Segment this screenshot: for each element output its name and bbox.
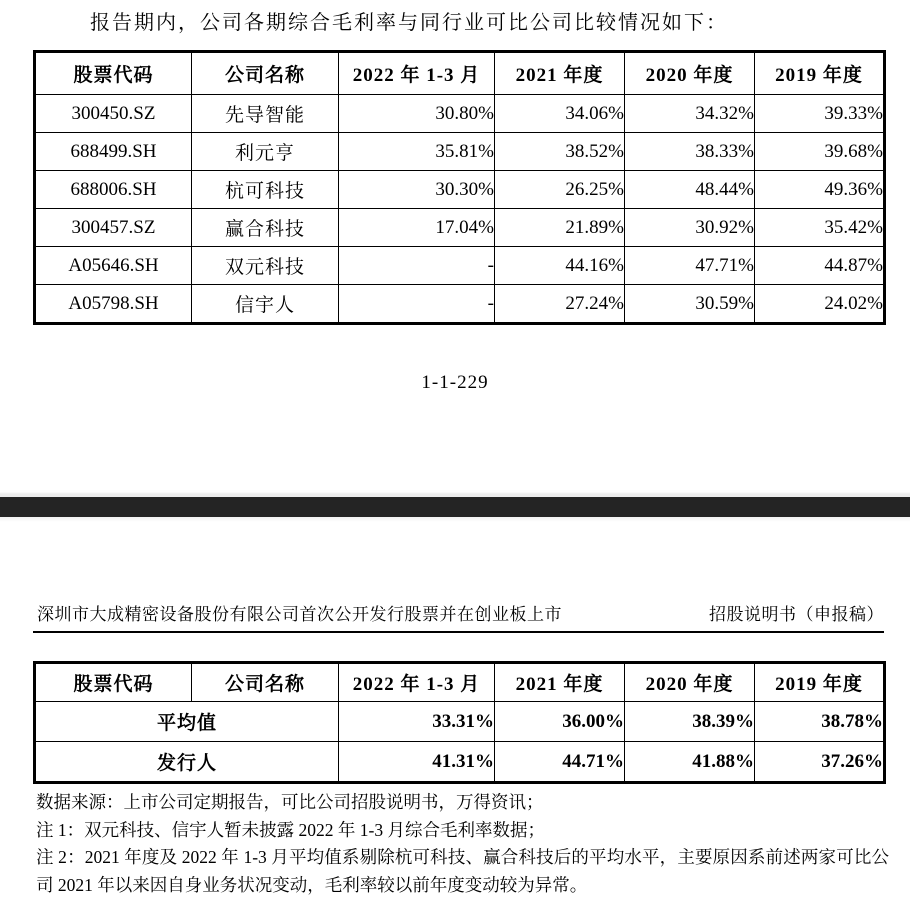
value-2021-cell: 44.71% <box>495 742 625 783</box>
table-footnotes <box>36 789 889 899</box>
page-separator-bar <box>0 492 910 522</box>
stock-code-cell: 688006.SH <box>35 171 192 209</box>
value-2022q1-cell: 17.04% <box>339 209 495 247</box>
page2-running-header <box>33 600 884 633</box>
table-header-row <box>35 52 885 95</box>
stock-code-cell: 300457.SZ <box>35 209 192 247</box>
value-2019-cell: 49.36% <box>755 171 885 209</box>
row-label-cell: 平均值 <box>35 702 339 742</box>
value-2020-cell: 30.59% <box>625 285 755 324</box>
page-number: 1-1-229 <box>421 372 489 393</box>
value-2021-cell: 34.06% <box>495 95 625 133</box>
value-2021-cell: 26.25% <box>495 171 625 209</box>
value-2019-cell: 24.02% <box>755 285 885 324</box>
header-2020: 2020 年度 <box>625 663 755 702</box>
table-header-row <box>35 663 885 702</box>
header-2019: 2019 年度 <box>755 52 885 95</box>
value-2022q1-cell: 33.31% <box>339 702 495 742</box>
row-label-cell: 发行人 <box>35 742 339 783</box>
value-2022q1-cell: 41.31% <box>339 742 495 783</box>
header-2021: 2021 年度 <box>495 663 625 702</box>
header-company-name: 公司名称 <box>192 52 339 95</box>
table-row <box>35 285 885 324</box>
header-2022q1: 2022 年 1-3 月 <box>339 52 495 95</box>
company-name-cell: 利元亨 <box>192 133 339 171</box>
value-2021-cell: 44.16% <box>495 247 625 285</box>
header-2020: 2020 年度 <box>625 52 755 95</box>
value-2022q1-cell: 35.81% <box>339 133 495 171</box>
header-2019: 2019 年度 <box>755 663 885 702</box>
value-2020-cell: 34.32% <box>625 95 755 133</box>
header-stock-code: 股票代码 <box>35 52 192 95</box>
value-2020-cell: 48.44% <box>625 171 755 209</box>
company-name-cell: 杭可科技 <box>192 171 339 209</box>
value-2022q1-cell: 30.80% <box>339 95 495 133</box>
intro-paragraph: 报告期内，公司各期综合毛利率与同行业可比公司比较情况如下： <box>90 12 728 34</box>
value-2020-cell: 38.33% <box>625 133 755 171</box>
value-2022q1-cell: - <box>339 247 495 285</box>
value-2020-cell: 30.92% <box>625 209 755 247</box>
table-row <box>35 209 885 247</box>
table-row <box>35 133 885 171</box>
table-row-issuer <box>35 742 885 783</box>
header-document-title: 深圳市大成精密设备股份有限公司首次公开发行股票并在创业板上市 <box>37 605 562 624</box>
stock-code-cell: 300450.SZ <box>35 95 192 133</box>
footnote-1: 注 1：双元科技、信宇人暂未披露 2022 年 1-3 月综合毛利率数据； <box>36 819 545 840</box>
header-2022q1: 2022 年 1-3 月 <box>339 663 495 702</box>
gross-margin-summary-table <box>33 661 886 784</box>
company-name-cell: 赢合科技 <box>192 209 339 247</box>
header-stock-code: 股票代码 <box>35 663 192 702</box>
stock-code-cell: A05646.SH <box>35 247 192 285</box>
header-document-type: 招股说明书（申报稿） <box>709 605 884 624</box>
value-2020-cell: 41.88% <box>625 742 755 783</box>
gross-margin-comparison-table <box>33 50 886 325</box>
header-company-name: 公司名称 <box>192 663 339 702</box>
value-2020-cell: 47.71% <box>625 247 755 285</box>
header-2021: 2021 年度 <box>495 52 625 95</box>
value-2021-cell: 36.00% <box>495 702 625 742</box>
table-row <box>35 95 885 133</box>
value-2022q1-cell: - <box>339 285 495 324</box>
value-2020-cell: 38.39% <box>625 702 755 742</box>
value-2019-cell: 44.87% <box>755 247 885 285</box>
value-2019-cell: 39.68% <box>755 133 885 171</box>
value-2021-cell: 27.24% <box>495 285 625 324</box>
value-2021-cell: 21.89% <box>495 209 625 247</box>
value-2019-cell: 35.42% <box>755 209 885 247</box>
value-2022q1-cell: 30.30% <box>339 171 495 209</box>
table-row <box>35 171 885 209</box>
stock-code-cell: 688499.SH <box>35 133 192 171</box>
company-name-cell: 信宇人 <box>192 285 339 324</box>
table-row-average <box>35 702 885 742</box>
value-2019-cell: 39.33% <box>755 95 885 133</box>
value-2021-cell: 38.52% <box>495 133 625 171</box>
company-name-cell: 先导智能 <box>192 95 339 133</box>
footnote-2: 注 2：2021 年度及 2022 年 1-3 月平均值系剔除杭可科技、赢合科技后的平均水平，主要原因系前述两家可比公司 2021 年以来因自身业务状况变动，毛利率较以前年度变动较为异常。 <box>36 847 889 895</box>
company-name-cell: 双元科技 <box>192 247 339 285</box>
value-2019-cell: 38.78% <box>755 702 885 742</box>
table-row <box>35 247 885 285</box>
footnote-data-source: 数据来源：上市公司定期报告，可比公司招股说明书，万得资讯； <box>36 792 544 812</box>
stock-code-cell: A05798.SH <box>35 285 192 324</box>
value-2019-cell: 37.26% <box>755 742 885 783</box>
